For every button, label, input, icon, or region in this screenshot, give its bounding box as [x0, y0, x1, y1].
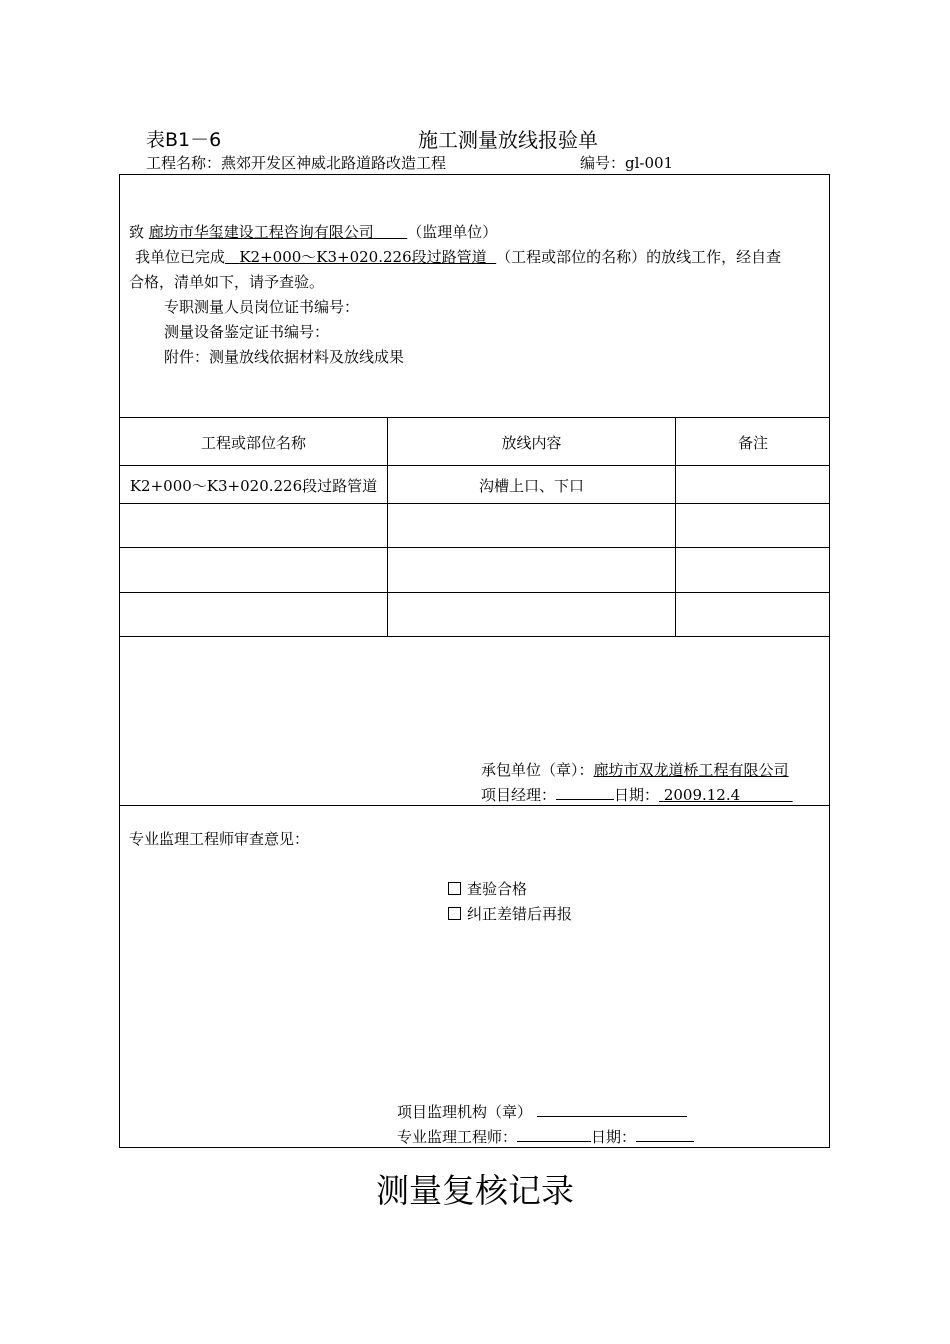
divider-line [119, 805, 830, 806]
engineer-line [397, 1126, 694, 1147]
supervision-org-line [397, 1101, 687, 1122]
contractor-label: 承包单位（章）： [481, 761, 594, 779]
row-part-name: K2+000～K3+020.226段过路管道 [129, 477, 378, 495]
header-remarks: 备注 [737, 434, 768, 452]
contractor-name: 廊坊市双龙道桥工程有限公司 [593, 761, 789, 779]
attachment-label: 附件：测量放线依据材料及放线成果 [164, 348, 405, 366]
engineer-blank [517, 1127, 591, 1142]
header-part-name: 工程或部位名称 [200, 434, 306, 452]
supervision-org-label: 项目监理机构（章） [397, 1103, 533, 1121]
work-section: K2+000～K3+020.226段过路管道 [239, 248, 487, 266]
row-content: 沟槽上口、下口 [478, 477, 584, 495]
divider-line [119, 417, 830, 418]
divider-line [119, 465, 830, 466]
checkbox-icon[interactable] [448, 907, 461, 920]
divider-line [119, 547, 830, 548]
recipient-line [129, 221, 497, 242]
staff-cert-label: 专职测量人员岗位证书编号： [164, 298, 360, 316]
completion-line-2: 合格，清单如下，请予查验。 [129, 273, 325, 291]
engineer-label: 专业监理工程师： [397, 1128, 518, 1146]
completion-prefix: 我单位已完成 [135, 248, 226, 266]
manager-blank [556, 785, 614, 800]
divider-line [119, 503, 830, 504]
document-title: 施工测量放线报验单 [418, 128, 598, 152]
manager-line [481, 784, 793, 805]
recipient-unit: 廊坊市华玺建设工程咨询有限公司 [148, 223, 374, 241]
form-number: 表B1－6 [146, 129, 222, 151]
divider-line [119, 636, 830, 637]
option-pass[interactable]: 查验合格 [448, 878, 527, 899]
supervision-org-blank [537, 1102, 687, 1117]
supervisor-opinion-label: 专业监理工程师审查意见： [129, 830, 310, 848]
next-form-title: 测量复核记录 [376, 1171, 574, 1210]
supervision-date-blank [636, 1127, 694, 1142]
supervision-date-label: 日期： [591, 1128, 637, 1146]
contractor-date: 2009.12.4 [663, 786, 741, 804]
checkbox-icon[interactable] [448, 882, 461, 895]
contractor-line [481, 759, 789, 780]
contractor-date-label: 日期： [614, 786, 660, 804]
document-code: 编号：gl-001 [580, 154, 674, 172]
recipient-suffix: （监理单位） [407, 223, 498, 241]
manager-label: 项目经理： [481, 786, 557, 804]
completion-suffix: （工程或部位的名称）的放线工作，经自查 [496, 248, 782, 266]
divider-line [119, 592, 830, 593]
equipment-cert-label: 测量设备鉴定证书编号： [164, 323, 330, 341]
header-content: 放线内容 [501, 434, 562, 452]
option-correct-resubmit[interactable]: 纠正差错后再报 [448, 903, 572, 924]
project-name: 工程名称：燕郊开发区神威北路道路改造工程 [146, 154, 447, 172]
to-prefix: 致 [129, 223, 145, 241]
completion-line [135, 246, 781, 267]
